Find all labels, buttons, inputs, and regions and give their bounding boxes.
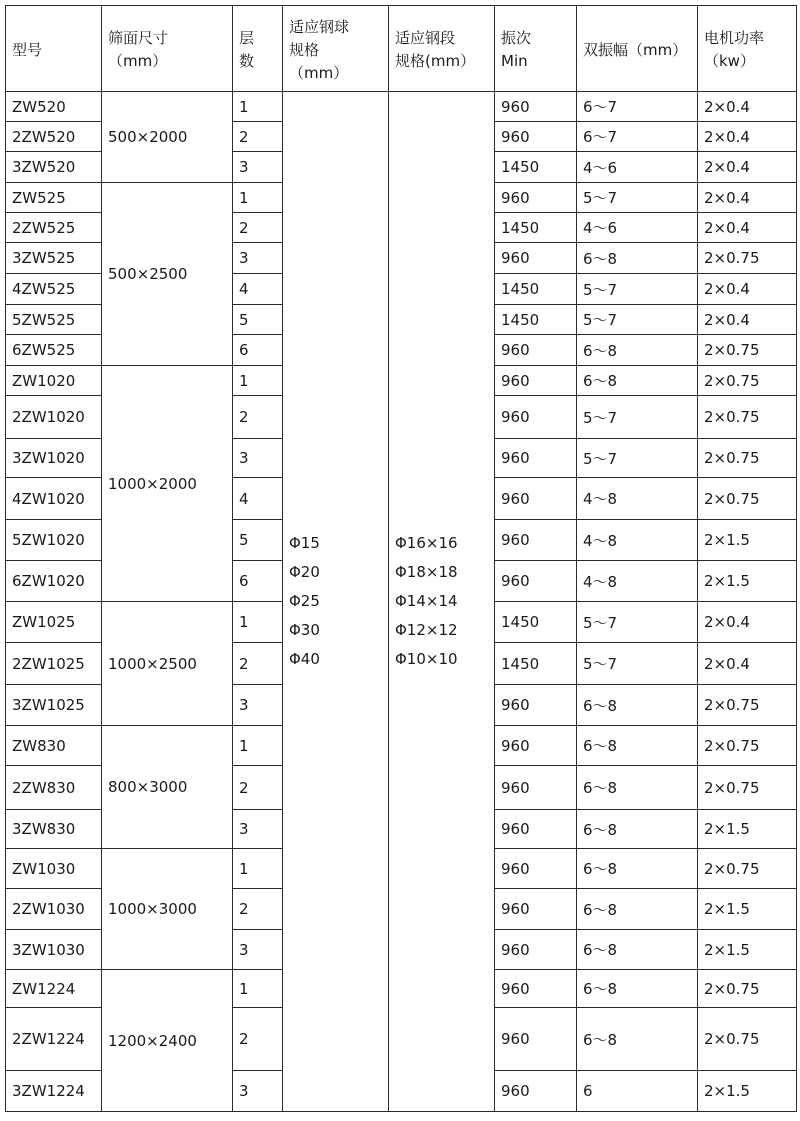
header-model [6, 6, 102, 92]
model-cell: 3ZW520 [6, 152, 102, 183]
layers-cell: 1 [233, 726, 283, 766]
amplitude-cell: 6～8 [577, 970, 698, 1008]
frequency-cell: 960 [495, 92, 577, 122]
motor-power-cell: 2×1.5 [698, 930, 797, 970]
layers-cell: 2 [233, 766, 283, 810]
model-cell: 3ZW525 [6, 243, 102, 274]
header-amplitude [577, 6, 698, 92]
layers-cell: 2 [233, 643, 283, 685]
frequency-cell: 960 [495, 335, 577, 366]
model-cell: ZW1224 [6, 970, 102, 1008]
model-cell: 3ZW1224 [6, 1071, 102, 1112]
model-cell: 5ZW525 [6, 305, 102, 335]
amplitude-cell: 6～8 [577, 726, 698, 766]
layers-cell: 1 [233, 602, 283, 643]
ball-spec-cell-item: Φ40 [289, 650, 320, 668]
motor-power-cell: 2×1.5 [698, 889, 797, 930]
model-cell: ZW1030 [6, 849, 102, 889]
header-screen-size [102, 6, 233, 92]
segment-spec-cell-item: Φ12×12 [395, 621, 458, 639]
layers-cell: 1 [233, 183, 283, 213]
frequency-cell: 960 [495, 889, 577, 930]
motor-power-cell: 2×0.4 [698, 602, 797, 643]
header-line: 振次 [501, 29, 532, 47]
model-cell: ZW1025 [6, 602, 102, 643]
screen-size-cell: 500×2000 [102, 92, 233, 183]
screen-size-cell: 1200×2400 [102, 970, 233, 1112]
motor-power-cell: 2×0.75 [698, 766, 797, 810]
frequency-cell: 960 [495, 970, 577, 1008]
frequency-cell: 960 [495, 366, 577, 396]
model-cell: 2ZW1025 [6, 643, 102, 685]
model-cell: 3ZW1030 [6, 930, 102, 970]
segment-spec-cell [389, 92, 495, 1112]
motor-power-cell: 2×0.4 [698, 92, 797, 122]
amplitude-cell: 6～8 [577, 366, 698, 396]
motor-power-cell: 2×1.5 [698, 561, 797, 602]
frequency-cell: 960 [495, 1008, 577, 1071]
layers-cell: 1 [233, 849, 283, 889]
model-cell: ZW830 [6, 726, 102, 766]
model-cell: 6ZW1020 [6, 561, 102, 602]
model-cell: ZW520 [6, 92, 102, 122]
header-line: 型号 [12, 40, 43, 59]
segment-spec-cell-item: Φ18×18 [395, 563, 458, 581]
layers-cell: 4 [233, 274, 283, 305]
frequency-cell: 1450 [495, 305, 577, 335]
amplitude-cell: 4～6 [577, 213, 698, 243]
ball-spec-cell-item: Φ20 [289, 563, 320, 581]
motor-power-cell: 2×0.4 [698, 213, 797, 243]
layers-cell: 1 [233, 366, 283, 396]
header-line: （kw） [704, 52, 755, 70]
frequency-cell: 1450 [495, 643, 577, 685]
layers-cell: 3 [233, 685, 283, 726]
amplitude-cell: 5～7 [577, 183, 698, 213]
header-line: 双振幅（mm） [583, 40, 688, 59]
amplitude-cell: 5～7 [577, 643, 698, 685]
model-cell: 4ZW1020 [6, 478, 102, 520]
header-layers [233, 6, 283, 92]
layers-cell: 5 [233, 520, 283, 561]
motor-power-cell: 2×0.75 [698, 243, 797, 274]
frequency-cell: 1450 [495, 213, 577, 243]
motor-power-cell: 2×0.4 [698, 183, 797, 213]
segment-spec-cell-item: Φ14×14 [395, 592, 458, 610]
amplitude-cell: 5～7 [577, 602, 698, 643]
amplitude-cell: 6～7 [577, 92, 698, 122]
model-cell: ZW525 [6, 183, 102, 213]
screen-size-cell: 1000×2500 [102, 602, 233, 726]
motor-power-cell: 2×0.75 [698, 970, 797, 1008]
header-line: 筛面尺寸 [108, 29, 169, 47]
model-cell: 3ZW1025 [6, 685, 102, 726]
frequency-cell: 960 [495, 685, 577, 726]
amplitude-cell: 5～7 [577, 305, 698, 335]
motor-power-cell: 2×0.4 [698, 305, 797, 335]
amplitude-cell: 6～8 [577, 810, 698, 849]
layers-cell: 3 [233, 810, 283, 849]
layers-cell: 3 [233, 152, 283, 183]
layers-cell: 6 [233, 335, 283, 366]
motor-power-cell: 2×1.5 [698, 520, 797, 561]
ball-spec-cell-item: Φ25 [289, 592, 320, 610]
frequency-cell: 1450 [495, 152, 577, 183]
model-cell: 2ZW525 [6, 213, 102, 243]
ball-spec-cell-item: Φ30 [289, 621, 320, 639]
frequency-cell: 960 [495, 810, 577, 849]
header-line: （mm） [289, 63, 349, 82]
header-line: 层 [239, 29, 255, 47]
frequency-cell: 960 [495, 561, 577, 602]
layers-cell: 6 [233, 561, 283, 602]
frequency-cell: 1450 [495, 274, 577, 305]
model-cell: 6ZW525 [6, 335, 102, 366]
layers-cell: 2 [233, 122, 283, 152]
motor-power-cell: 2×0.4 [698, 152, 797, 183]
layers-cell: 3 [233, 243, 283, 274]
amplitude-cell: 6～8 [577, 889, 698, 930]
model-cell: 4ZW525 [6, 274, 102, 305]
layers-cell: 3 [233, 930, 283, 970]
header-line: Min [501, 52, 528, 70]
header-segment-spec [389, 6, 495, 92]
amplitude-cell: 6～8 [577, 243, 698, 274]
motor-power-cell: 2×0.75 [698, 478, 797, 520]
header-line: 适应钢球 [289, 17, 350, 36]
frequency-cell: 960 [495, 766, 577, 810]
layers-cell: 3 [233, 1071, 283, 1112]
amplitude-cell: 6 [577, 1071, 698, 1112]
layers-cell: 3 [233, 439, 283, 478]
header-line: （mm） [108, 52, 168, 70]
header-line: 规格(mm） [395, 52, 476, 70]
amplitude-cell: 6～8 [577, 930, 698, 970]
header-line: 数 [239, 52, 255, 70]
model-cell: 2ZW1224 [6, 1008, 102, 1071]
header-motor-power [698, 6, 797, 92]
frequency-cell: 960 [495, 930, 577, 970]
frequency-cell: 960 [495, 520, 577, 561]
layers-cell: 2 [233, 396, 283, 439]
motor-power-cell: 2×0.4 [698, 122, 797, 152]
layers-cell: 2 [233, 1008, 283, 1071]
amplitude-cell: 5～7 [577, 396, 698, 439]
amplitude-cell: 4～6 [577, 152, 698, 183]
screen-size-cell: 800×3000 [102, 726, 233, 849]
model-cell: 2ZW1020 [6, 396, 102, 439]
amplitude-cell: 4～8 [577, 561, 698, 602]
frequency-cell: 1450 [495, 602, 577, 643]
layers-cell: 1 [233, 92, 283, 122]
header-frequency [495, 6, 577, 92]
motor-power-cell: 2×0.75 [698, 439, 797, 478]
frequency-cell: 960 [495, 183, 577, 213]
frequency-cell: 960 [495, 478, 577, 520]
model-cell: ZW1020 [6, 366, 102, 396]
model-cell: 3ZW830 [6, 810, 102, 849]
table-body [6, 92, 797, 1112]
header-ball-spec [283, 6, 389, 92]
screen-size-cell: 1000×2000 [102, 366, 233, 602]
amplitude-cell: 6～8 [577, 849, 698, 889]
segment-spec-cell-item: Φ10×10 [395, 650, 458, 668]
header-row [6, 6, 797, 92]
layers-cell: 2 [233, 889, 283, 930]
frequency-cell: 960 [495, 849, 577, 889]
amplitude-cell: 6～8 [577, 335, 698, 366]
amplitude-cell: 5～7 [577, 274, 698, 305]
motor-power-cell: 2×0.75 [698, 726, 797, 766]
ball-spec-cell [283, 92, 389, 1112]
frequency-cell: 960 [495, 243, 577, 274]
amplitude-cell: 6～8 [577, 1008, 698, 1071]
motor-power-cell: 2×0.75 [698, 366, 797, 396]
model-cell: 5ZW1020 [6, 520, 102, 561]
motor-power-cell: 2×1.5 [698, 810, 797, 849]
frequency-cell: 960 [495, 1071, 577, 1112]
frequency-cell: 960 [495, 726, 577, 766]
layers-cell: 5 [233, 305, 283, 335]
frequency-cell: 960 [495, 439, 577, 478]
amplitude-cell: 6～8 [577, 766, 698, 810]
layers-cell: 2 [233, 213, 283, 243]
motor-power-cell: 2×0.75 [698, 685, 797, 726]
header-line: 电机功率 [704, 29, 765, 47]
spec-table [5, 5, 797, 1112]
model-cell: 3ZW1020 [6, 439, 102, 478]
header-line: 适应钢段 [395, 29, 456, 47]
frequency-cell: 960 [495, 396, 577, 439]
screen-size-cell: 500×2500 [102, 183, 233, 366]
layers-cell: 4 [233, 478, 283, 520]
amplitude-cell: 5～7 [577, 439, 698, 478]
motor-power-cell: 2×0.4 [698, 274, 797, 305]
frequency-cell: 960 [495, 122, 577, 152]
motor-power-cell: 2×0.75 [698, 396, 797, 439]
segment-spec-cell-item: Φ16×16 [395, 534, 458, 552]
amplitude-cell: 4～8 [577, 478, 698, 520]
layers-cell: 1 [233, 970, 283, 1008]
motor-power-cell: 2×0.75 [698, 335, 797, 366]
motor-power-cell: 2×0.75 [698, 1008, 797, 1071]
amplitude-cell: 6～7 [577, 122, 698, 152]
header-line: 规格 [289, 40, 320, 59]
model-cell: 2ZW1030 [6, 889, 102, 930]
motor-power-cell: 2×0.75 [698, 849, 797, 889]
amplitude-cell: 4～8 [577, 520, 698, 561]
screen-size-cell: 1000×3000 [102, 849, 233, 970]
model-cell: 2ZW830 [6, 766, 102, 810]
table-row [6, 92, 797, 122]
motor-power-cell: 2×0.4 [698, 643, 797, 685]
model-cell: 2ZW520 [6, 122, 102, 152]
motor-power-cell: 2×1.5 [698, 1071, 797, 1112]
amplitude-cell: 6～8 [577, 685, 698, 726]
ball-spec-cell-item: Φ15 [289, 534, 320, 552]
